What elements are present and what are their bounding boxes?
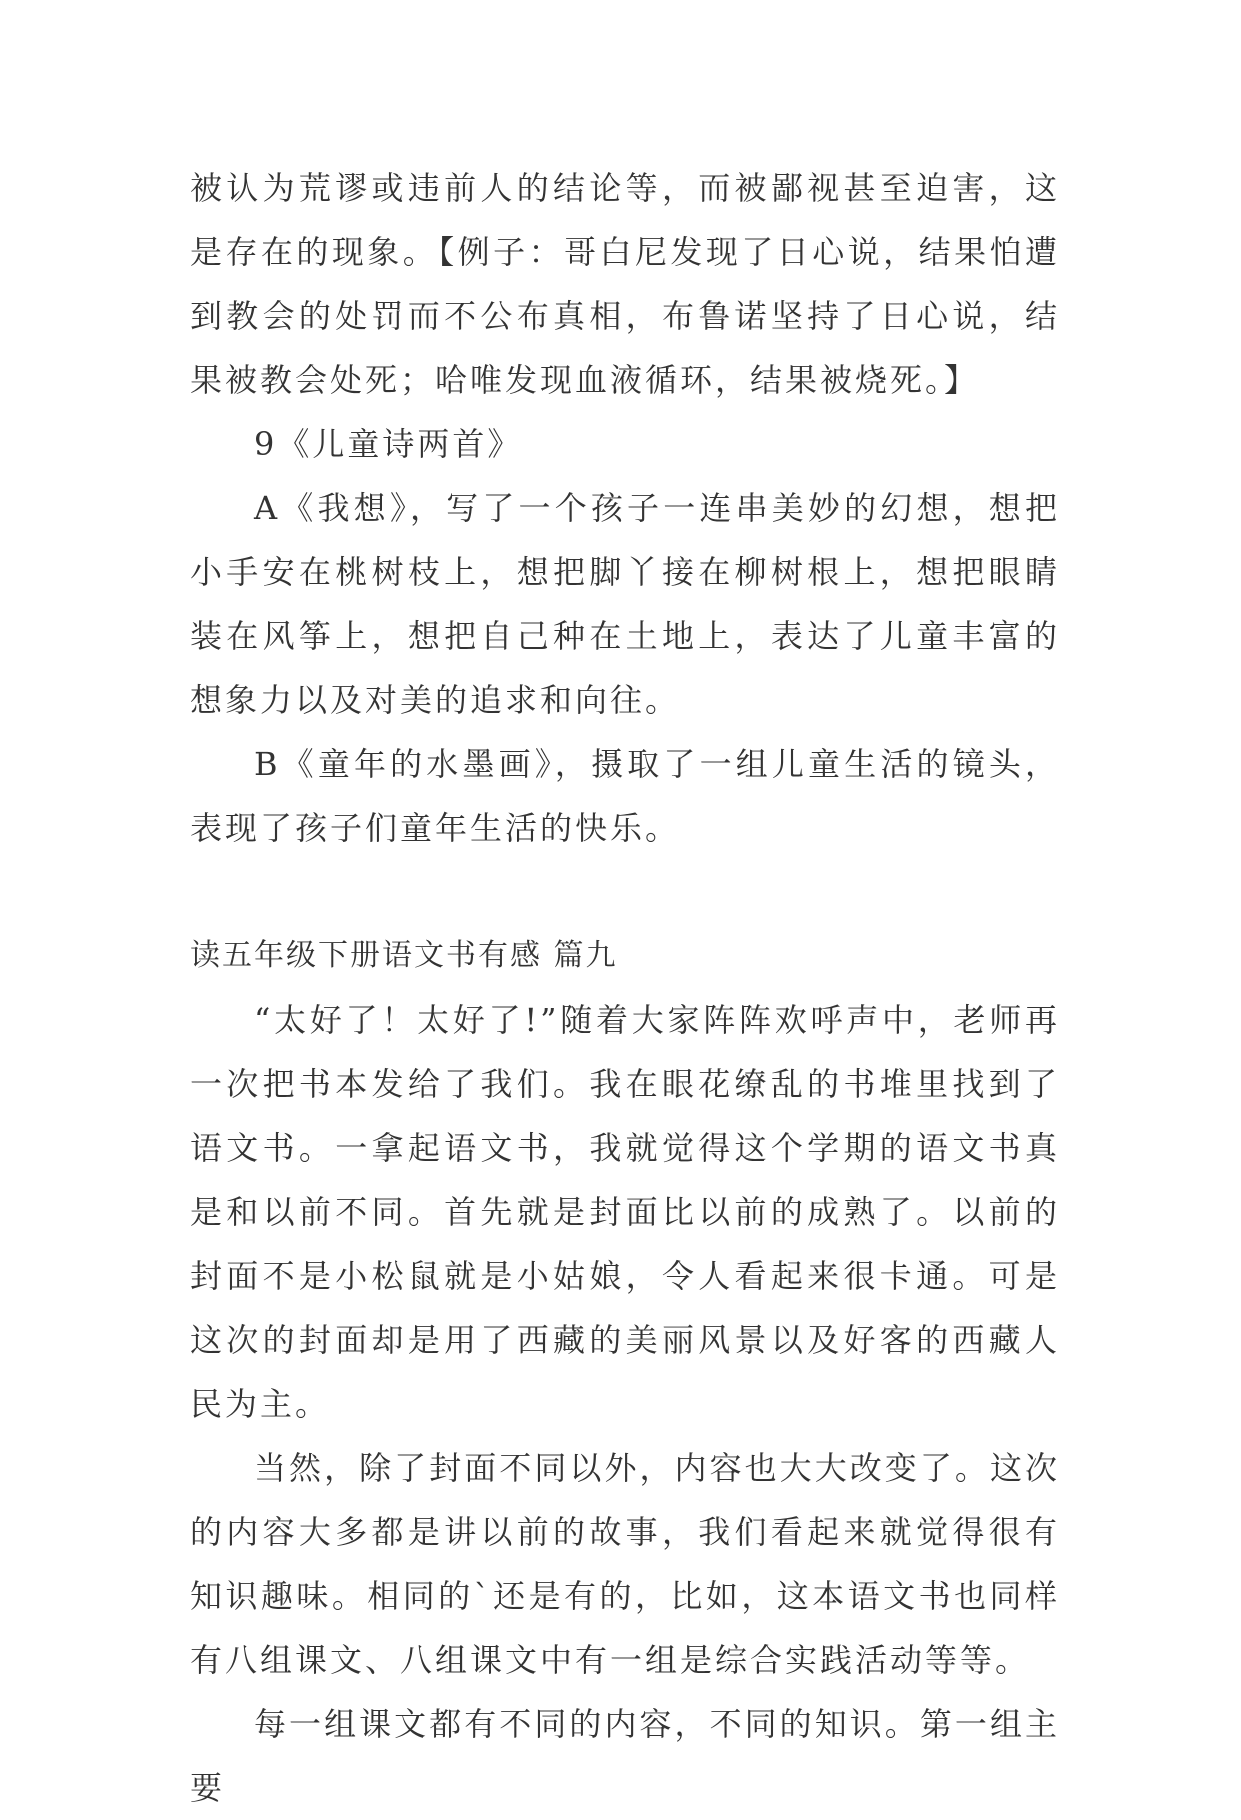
poem-a-paragraph: A《我想》，写了一个孩子一连串美妙的幻想，想把小手安在桃树枝上，想把脚丫接在柳树根上，想把眼睛装在风筝上，想把自己种在土地上，表达了儿童丰富的想象力以及对美的追求和向往。 — [190, 489, 1060, 719]
essay-paragraph-1: “太好了！太好了!”随着大家阵阵欢呼声中，老师再一次把书本发给了我们。我在眼花缭乱的书堆里找到了语文书。一拿起语文书，我就觉得这个学期的语文书真是和以前不同。首先就是封面比以前的成熟了。以前的封面不是小松鼠就是小姑娘，令人看起来很卡通。可是这次的封面却是用了西藏的美丽风景以及好客的西藏人民为主。 — [190, 1001, 1060, 1423]
document-body — [190, 156, 1060, 1820]
essay-paragraph-2: 当然，除了封面不同以外，内容也大大改变了。这次的内容大多都是讲以前的故事，我们看起来就觉得很有知识趣味。相同的`还是有的，比如，这本语文书也同样有八组课文、八组课文中有一组是综合实践活动等等。 — [190, 1449, 1060, 1679]
essay-paragraph-3: 每一组课文都有不同的内容，不同的知识。第一组主要 — [190, 1705, 1060, 1807]
lesson-title: 9《儿童诗两首》 — [254, 425, 523, 463]
section-heading: 读五年级下册语文书有感 篇九 — [190, 938, 618, 973]
continuation-paragraph: 被认为荒谬或违前人的结论等，而被鄙视甚至迫害，这是存在的现象。【例子：哥白尼发现了日心说，结果怕遭到教会的处罚而不公布真相，布鲁诺坚持了日心说，结果被教会处死；哈唯发现血液循环，结果被烧死。】 — [190, 169, 1060, 399]
poem-b-paragraph: B《童年的水墨画》，摄取了一组儿童生活的镜头，表现了孩子们童年生活的快乐。 — [190, 745, 1060, 847]
